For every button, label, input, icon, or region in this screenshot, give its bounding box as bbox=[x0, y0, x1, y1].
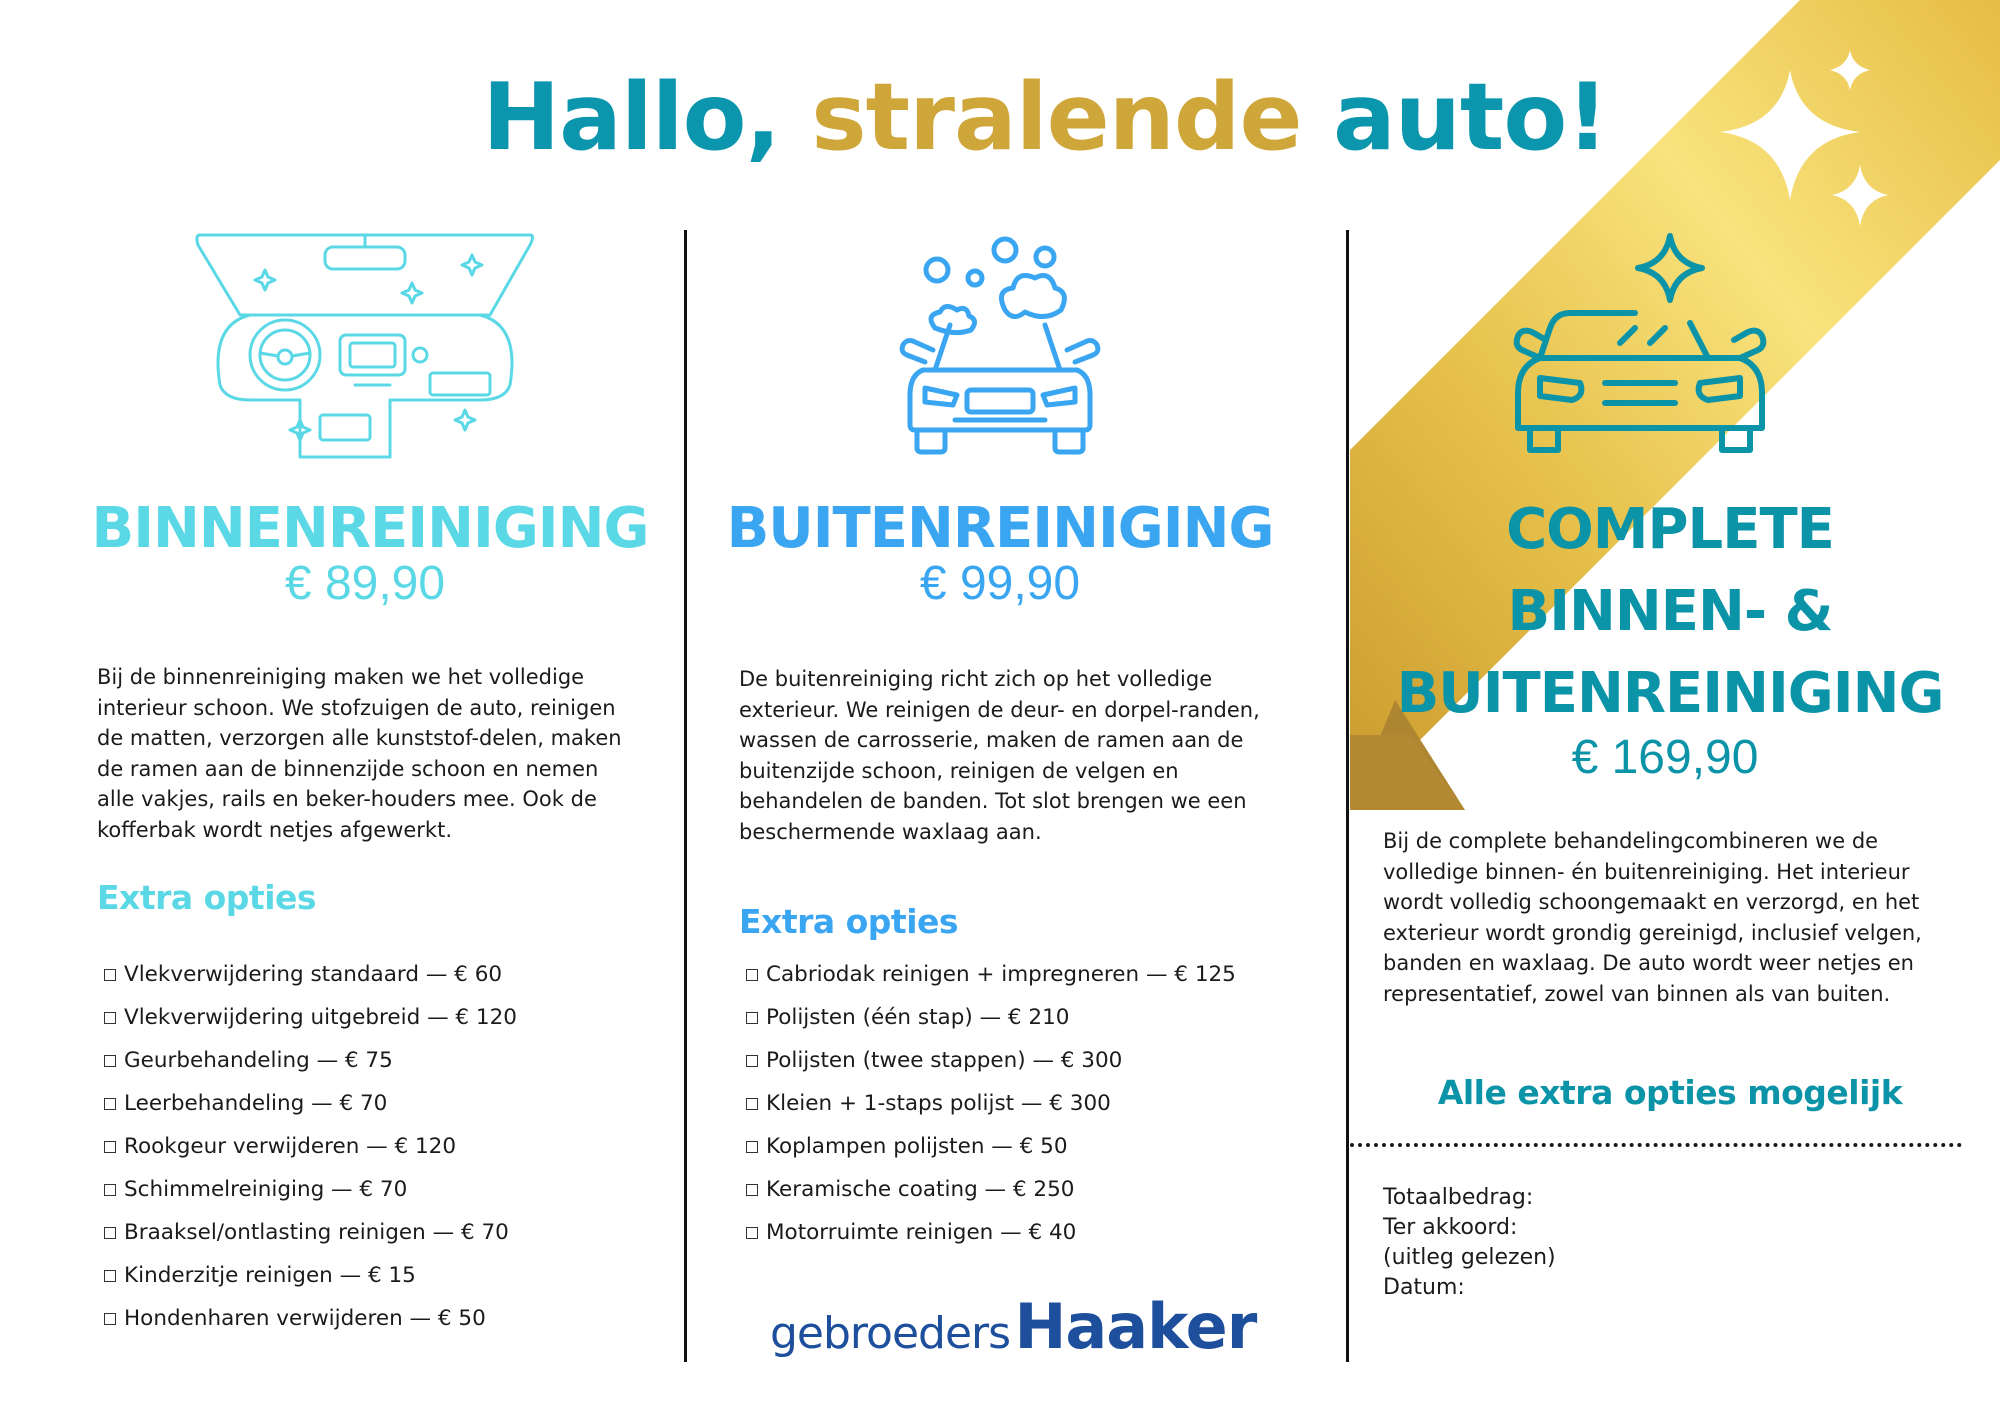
option-item[interactable]: Rookgeur verwijderen — € 120 bbox=[104, 1125, 517, 1168]
checkbox-icon[interactable] bbox=[746, 1184, 758, 1196]
logo-text-small: gebroeders bbox=[770, 1308, 1011, 1359]
column-divider bbox=[1346, 230, 1349, 1362]
approval-note: (uitleg gelezen) bbox=[1383, 1245, 1556, 1270]
description-buitenreiniging: De buitenreiniging richt zich op het volledige exterieur. We reinigen de deur- en dorpel-randen, wassen de carrosserie, maken de ramen aan de buitenzijde schoon, reinigen de velgen en behandelen de banden. Tot slot brengen we een beschermende waxlaag aan. bbox=[739, 667, 1260, 844]
option-item[interactable]: Hondenharen verwijderen — € 50 bbox=[104, 1297, 517, 1340]
option-item[interactable]: Kinderzitje reinigen — € 15 bbox=[104, 1254, 517, 1297]
checkbox-icon[interactable] bbox=[746, 1227, 758, 1239]
dotted-separator bbox=[1350, 1143, 1962, 1147]
page-headline bbox=[0, 62, 2000, 174]
checkbox-icon[interactable] bbox=[104, 1012, 116, 1024]
headline-part-2: stralende bbox=[811, 63, 1302, 171]
shiny-car-icon bbox=[1510, 228, 1770, 463]
extra-options-list-2 bbox=[746, 953, 1236, 1254]
extra-options-title-2: Extra opties bbox=[739, 902, 959, 941]
checkbox-icon[interactable] bbox=[104, 1270, 116, 1282]
title-line: BINNEN- & bbox=[1507, 579, 1833, 644]
option-item[interactable]: Vlekverwijdering uitgebreid — € 120 bbox=[104, 996, 517, 1039]
checkbox-icon[interactable] bbox=[746, 1098, 758, 1110]
headline-part-1: Hallo, bbox=[482, 63, 780, 171]
price-buitenreiniging: € 99,90 bbox=[919, 557, 1081, 610]
option-item[interactable]: Motorruimte reinigen — € 40 bbox=[746, 1211, 1236, 1254]
checkbox-icon[interactable] bbox=[104, 1055, 116, 1067]
extra-options-title-1: Extra opties bbox=[97, 878, 317, 917]
title-complete bbox=[1360, 489, 1980, 735]
option-item[interactable]: Braaksel/ontlasting reinigen — € 70 bbox=[104, 1211, 517, 1254]
option-item[interactable]: Kleien + 1-staps polijst — € 300 bbox=[746, 1082, 1236, 1125]
option-item[interactable]: Keramische coating — € 250 bbox=[746, 1168, 1236, 1211]
total-amount-label: Totaalbedrag: bbox=[1383, 1185, 1534, 1210]
option-item[interactable]: Koplampen polijsten — € 50 bbox=[746, 1125, 1236, 1168]
car-interior-icon bbox=[190, 225, 540, 465]
checkbox-icon[interactable] bbox=[104, 1141, 116, 1153]
checkbox-icon[interactable] bbox=[746, 1141, 758, 1153]
checkbox-icon[interactable] bbox=[104, 1227, 116, 1239]
option-item[interactable]: Polijsten (één stap) — € 210 bbox=[746, 996, 1236, 1039]
checkbox-icon[interactable] bbox=[104, 1098, 116, 1110]
date-label: Datum: bbox=[1383, 1275, 1465, 1300]
option-item[interactable]: Vlekverwijdering standaard — € 60 bbox=[104, 953, 517, 996]
approval-label: Ter akkoord: bbox=[1383, 1215, 1518, 1240]
title-line: COMPLETE bbox=[1506, 497, 1834, 562]
checkbox-icon[interactable] bbox=[746, 969, 758, 981]
gebroeders-haaker-logo bbox=[770, 1290, 1257, 1370]
title-line: BUITENREINIGING bbox=[1396, 661, 1944, 726]
logo-text-big: Haaker bbox=[1014, 1290, 1257, 1363]
option-item[interactable]: Cabriodak reinigen + impregneren — € 125 bbox=[746, 953, 1236, 996]
checkbox-icon[interactable] bbox=[104, 1313, 116, 1325]
column-divider bbox=[684, 230, 687, 1362]
price-binnenreiniging: € 89,90 bbox=[284, 557, 446, 610]
option-item[interactable]: Polijsten (twee stappen) — € 300 bbox=[746, 1039, 1236, 1082]
price-complete: € 169,90 bbox=[1571, 731, 1759, 784]
option-item[interactable]: Schimmelreiniging — € 70 bbox=[104, 1168, 517, 1211]
checkbox-icon[interactable] bbox=[104, 1184, 116, 1196]
checkbox-icon[interactable] bbox=[104, 969, 116, 981]
checkbox-icon[interactable] bbox=[746, 1012, 758, 1024]
title-binnenreiniging: BINNENREINIGING bbox=[91, 496, 649, 561]
description-complete: Bij de complete behandelingcombineren we de volledige binnen- én buitenreiniging. Het interieur wordt volledig schoongemaakt en verzorgd, en het exterieur wordt grondig gereinigd, inclusief velgen, banden en waxlaag. De auto wordt weer netjes en representatief, zowel van binnen als van buiten. bbox=[1383, 829, 1922, 1006]
extra-options-list-1 bbox=[104, 953, 517, 1340]
option-item[interactable]: Leerbehandeling — € 70 bbox=[104, 1082, 517, 1125]
checkbox-icon[interactable] bbox=[746, 1055, 758, 1067]
car-wash-icon bbox=[895, 230, 1105, 460]
title-buitenreiniging: BUITENREINIGING bbox=[726, 496, 1274, 561]
option-item[interactable]: Geurbehandeling — € 75 bbox=[104, 1039, 517, 1082]
description-binnenreiniging: Bij de binnenreiniging maken we het volledige interieur schoon. We stofzuigen de auto, reinigen de matten, verzorgen alle kunststof-delen, maken de ramen aan de binnenzijde schoon en nemen alle vakjes, rails en beker-houders mee. Ook de kofferbak wordt netjes afgewerkt. bbox=[97, 665, 622, 842]
extra-options-note: Alle extra opties mogelijk bbox=[1437, 1073, 1903, 1112]
headline-part-3: auto! bbox=[1332, 63, 1608, 171]
